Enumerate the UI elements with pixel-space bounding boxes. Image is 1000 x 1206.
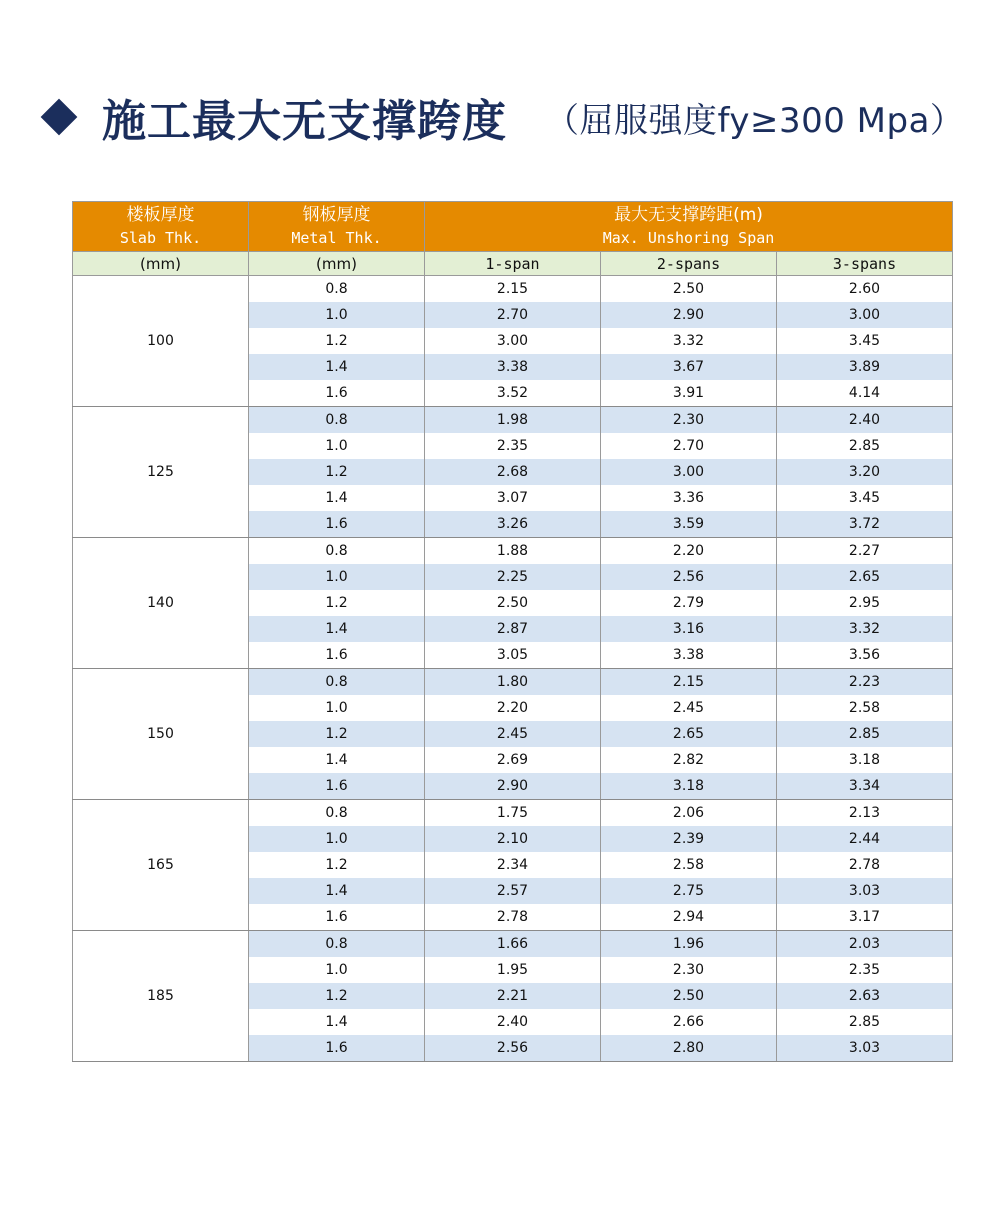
metal-thickness-cell: 1.6: [249, 642, 425, 669]
span-1-cell: 3.00: [425, 328, 601, 354]
span-2-cell: 2.20: [601, 538, 777, 565]
table-body: [73, 276, 953, 1062]
span-3-cell: 3.34: [777, 773, 953, 800]
header-span-cn: 最大无支撑跨距(m): [614, 204, 763, 225]
span-1-cell: 2.34: [425, 852, 601, 878]
metal-thickness-cell: 1.6: [249, 380, 425, 407]
header-1-span: 1-span: [425, 252, 601, 276]
span-1-cell: 2.15: [425, 276, 601, 303]
span-1-cell: 3.07: [425, 485, 601, 511]
header-span-en: Max. Unshoring Span: [602, 228, 775, 247]
span-2-cell: 2.30: [601, 407, 777, 434]
span-1-cell: 2.20: [425, 695, 601, 721]
span-3-cell: 2.58: [777, 695, 953, 721]
header-slab-cn: 楼板厚度: [126, 204, 195, 225]
table-row: [73, 800, 953, 827]
span-2-cell: 2.30: [601, 957, 777, 983]
slab-thickness-cell: 125: [73, 407, 249, 538]
span-2-cell: 1.96: [601, 931, 777, 958]
metal-thickness-cell: 1.2: [249, 459, 425, 485]
metal-thickness-cell: 1.0: [249, 826, 425, 852]
span-2-cell: 2.50: [601, 983, 777, 1009]
header-slab-thickness: [73, 202, 249, 252]
span-3-cell: 3.00: [777, 302, 953, 328]
header-metal-unit: (mm): [249, 252, 425, 276]
span-2-cell: 2.15: [601, 669, 777, 696]
header-2-spans: 2-spans: [601, 252, 777, 276]
metal-thickness-cell: 1.6: [249, 511, 425, 538]
metal-thickness-cell: 1.2: [249, 590, 425, 616]
span-2-cell: 2.45: [601, 695, 777, 721]
metal-thickness-cell: 1.4: [249, 485, 425, 511]
span-1-cell: 1.95: [425, 957, 601, 983]
span-1-cell: 2.90: [425, 773, 601, 800]
span-2-cell: 2.56: [601, 564, 777, 590]
span-3-cell: 3.45: [777, 328, 953, 354]
span-1-cell: 2.25: [425, 564, 601, 590]
span-3-cell: 3.03: [777, 1035, 953, 1062]
table-row: [73, 538, 953, 565]
metal-thickness-cell: 1.4: [249, 747, 425, 773]
span-2-cell: 2.90: [601, 302, 777, 328]
slab-thickness-cell: 100: [73, 276, 249, 407]
span-2-cell: 2.94: [601, 904, 777, 931]
span-1-cell: 2.78: [425, 904, 601, 931]
span-3-cell: 2.85: [777, 721, 953, 747]
span-3-cell: 2.27: [777, 538, 953, 565]
span-1-cell: 1.75: [425, 800, 601, 827]
metal-thickness-cell: 1.4: [249, 616, 425, 642]
metal-thickness-cell: 1.4: [249, 878, 425, 904]
span-2-cell: 2.75: [601, 878, 777, 904]
span-3-cell: 2.60: [777, 276, 953, 303]
metal-thickness-cell: 1.4: [249, 1009, 425, 1035]
span-1-cell: 2.70: [425, 302, 601, 328]
span-3-cell: 3.56: [777, 642, 953, 669]
span-2-cell: 2.80: [601, 1035, 777, 1062]
span-1-cell: 3.52: [425, 380, 601, 407]
slab-thickness-cell: 150: [73, 669, 249, 800]
span-3-cell: 3.18: [777, 747, 953, 773]
table-row: [73, 931, 953, 958]
span-3-cell: 2.95: [777, 590, 953, 616]
unshoring-span-table: [72, 201, 953, 1062]
span-2-cell: 3.36: [601, 485, 777, 511]
span-3-cell: 2.78: [777, 852, 953, 878]
metal-thickness-cell: 1.6: [249, 904, 425, 931]
metal-thickness-cell: 1.2: [249, 852, 425, 878]
metal-thickness-cell: 1.6: [249, 773, 425, 800]
span-2-cell: 3.32: [601, 328, 777, 354]
span-3-cell: 2.23: [777, 669, 953, 696]
span-3-cell: 2.40: [777, 407, 953, 434]
span-2-cell: 2.70: [601, 433, 777, 459]
span-2-cell: 2.65: [601, 721, 777, 747]
span-1-cell: 1.88: [425, 538, 601, 565]
metal-thickness-cell: 1.0: [249, 695, 425, 721]
metal-thickness-cell: 1.0: [249, 564, 425, 590]
header-row-units: [73, 252, 953, 276]
span-1-cell: 2.68: [425, 459, 601, 485]
span-3-cell: 2.13: [777, 800, 953, 827]
span-1-cell: 2.35: [425, 433, 601, 459]
span-3-cell: 2.35: [777, 957, 953, 983]
slab-thickness-cell: 185: [73, 931, 249, 1062]
span-2-cell: 2.39: [601, 826, 777, 852]
span-2-cell: 2.79: [601, 590, 777, 616]
span-3-cell: 3.20: [777, 459, 953, 485]
span-3-cell: 4.14: [777, 380, 953, 407]
span-1-cell: 2.21: [425, 983, 601, 1009]
span-3-cell: 3.45: [777, 485, 953, 511]
metal-thickness-cell: 1.0: [249, 957, 425, 983]
span-3-cell: 2.44: [777, 826, 953, 852]
span-2-cell: 3.16: [601, 616, 777, 642]
span-1-cell: 1.98: [425, 407, 601, 434]
span-1-cell: 2.56: [425, 1035, 601, 1062]
span-2-cell: 3.91: [601, 380, 777, 407]
table-row: [73, 276, 953, 303]
span-3-cell: 3.72: [777, 511, 953, 538]
metal-thickness-cell: 0.8: [249, 538, 425, 565]
span-2-cell: 2.06: [601, 800, 777, 827]
page-title: 施工最大无支撑跨度: [102, 96, 507, 147]
metal-thickness-cell: 0.8: [249, 800, 425, 827]
span-3-cell: 3.03: [777, 878, 953, 904]
span-3-cell: 3.17: [777, 904, 953, 931]
header-metal-thickness: [249, 202, 425, 252]
slab-thickness-cell: 165: [73, 800, 249, 931]
span-3-cell: 3.32: [777, 616, 953, 642]
header-slab-unit: (mm): [73, 252, 249, 276]
span-1-cell: 1.80: [425, 669, 601, 696]
metal-thickness-cell: 0.8: [249, 931, 425, 958]
header-3-spans: 3-spans: [777, 252, 953, 276]
header-metal-cn: 钢板厚度: [302, 204, 371, 225]
span-3-cell: 3.89: [777, 354, 953, 380]
span-2-cell: 3.18: [601, 773, 777, 800]
metal-thickness-cell: 0.8: [249, 669, 425, 696]
span-1-cell: 2.57: [425, 878, 601, 904]
metal-thickness-cell: 0.8: [249, 407, 425, 434]
header-metal-en: Metal Thk.: [291, 228, 382, 247]
span-3-cell: 2.03: [777, 931, 953, 958]
span-2-cell: 2.66: [601, 1009, 777, 1035]
header-row-main: [73, 202, 953, 252]
span-2-cell: 3.00: [601, 459, 777, 485]
span-1-cell: 2.10: [425, 826, 601, 852]
metal-thickness-cell: 1.0: [249, 302, 425, 328]
span-1-cell: 2.45: [425, 721, 601, 747]
span-1-cell: 3.05: [425, 642, 601, 669]
span-3-cell: 2.85: [777, 433, 953, 459]
span-1-cell: 3.26: [425, 511, 601, 538]
metal-thickness-cell: 1.4: [249, 354, 425, 380]
metal-thickness-cell: 1.2: [249, 721, 425, 747]
span-2-cell: 3.67: [601, 354, 777, 380]
span-1-cell: 2.87: [425, 616, 601, 642]
metal-thickness-cell: 1.2: [249, 983, 425, 1009]
slab-thickness-cell: 140: [73, 538, 249, 669]
metal-thickness-cell: 1.6: [249, 1035, 425, 1062]
span-2-cell: 2.50: [601, 276, 777, 303]
metal-thickness-cell: 0.8: [249, 276, 425, 303]
span-1-cell: 1.66: [425, 931, 601, 958]
header-max-span: [425, 202, 953, 252]
span-2-cell: 2.82: [601, 747, 777, 773]
table-row: [73, 407, 953, 434]
span-1-cell: 3.38: [425, 354, 601, 380]
page-title-bar: [40, 82, 964, 152]
span-3-cell: 2.65: [777, 564, 953, 590]
page-subtitle: （屈服强度fy≥300 Mpa）: [545, 100, 965, 141]
span-1-cell: 2.50: [425, 590, 601, 616]
span-1-cell: 2.69: [425, 747, 601, 773]
span-2-cell: 3.38: [601, 642, 777, 669]
span-2-cell: 3.59: [601, 511, 777, 538]
span-3-cell: 2.85: [777, 1009, 953, 1035]
metal-thickness-cell: 1.0: [249, 433, 425, 459]
span-2-cell: 2.58: [601, 852, 777, 878]
table-row: [73, 669, 953, 696]
diamond-bullet-icon: [41, 99, 78, 136]
span-3-cell: 2.63: [777, 983, 953, 1009]
header-slab-en: Slab Thk.: [119, 228, 202, 247]
metal-thickness-cell: 1.2: [249, 328, 425, 354]
span-1-cell: 2.40: [425, 1009, 601, 1035]
